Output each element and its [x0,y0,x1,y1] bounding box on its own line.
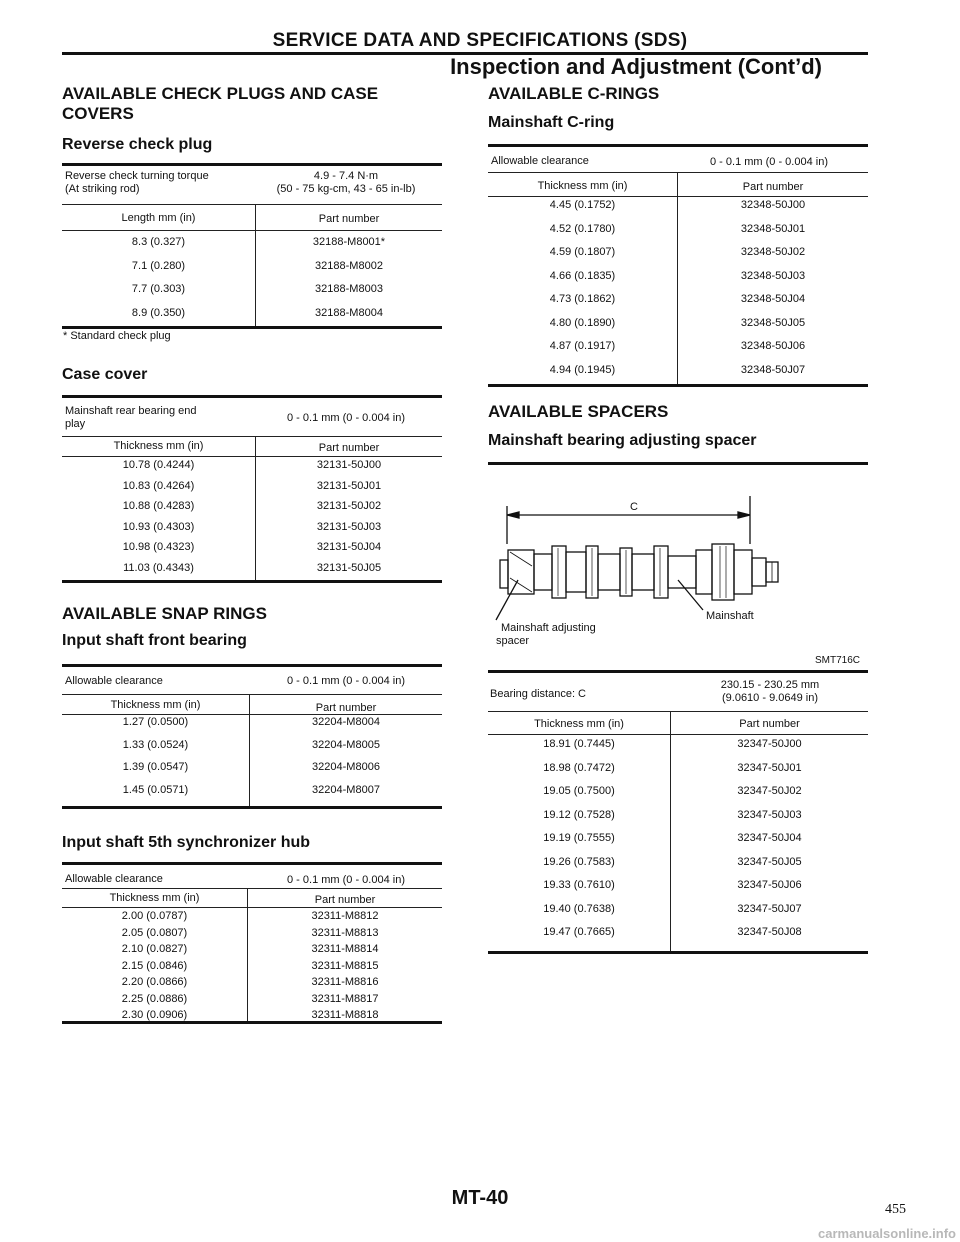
table-rule [62,694,442,695]
table-cell-part-number: 32348-50J03 [740,269,806,282]
shaft-journal [668,556,696,588]
table-cell-part-number: 32347-50J02 [737,785,802,797]
figure-code: SMT716C [814,655,860,666]
spec-value: 0 - 0.1 mm (0 - 0.004 in) [287,412,405,424]
table-cell-thickness: 19.33 (0.7610) [543,879,615,891]
spacer-title: Mainshaft bearing adjusting spacer [488,432,757,449]
table-rule [62,888,442,889]
table-cell-thickness: 2.00 (0.0787) [121,910,188,922]
table-cell-thickness: 8.9 (0.350) [131,306,186,319]
figure-label-spacer-1: Mainshaft adjusting [501,622,596,634]
table-rule [62,456,442,457]
page-code: MT-40 [451,1187,509,1209]
spec-value: 0 - 0.1 mm (0 - 0.004 in) [287,874,405,886]
table-rule [488,734,868,735]
table-cell-part-number: 32347-50J05 [737,855,802,868]
table-cell-part-number: 32131-50J02 [316,500,382,512]
table-cell-part-number: 32311-M8812 [311,910,379,922]
table-col-header: Thickness mm (in) [113,440,204,452]
adjusting-spacer-shape [508,550,534,594]
table-rule [62,230,442,231]
shaft-gear [632,554,654,590]
table-rule [62,907,442,908]
table-cell-part-number: 32348-50J02 [740,246,806,258]
table-cell-thickness: 4.52 (0.1780) [549,222,616,235]
table-cell-part-number: 32348-50J00 [740,199,806,211]
table-cell-part-number: 32188-M8002 [315,259,383,272]
table-top-rule [62,395,442,398]
table-cell-thickness: 4.94 (0.1945) [549,363,616,376]
table-cell-thickness: 2.05 (0.0807) [121,926,188,939]
spec-label-line: Mainshaft rear bearing end [65,405,197,417]
table-bottom-rule [62,806,442,809]
table-col-header: Thickness mm (in) [109,892,200,904]
table-cell-thickness: 8.3 (0.327) [131,236,186,248]
table-col-header: Part number [318,442,380,454]
table-cell-thickness: 10.83 (0.4264) [122,479,195,492]
table-col-header: Thickness mm (in) [537,180,628,192]
spec-value: 0 - 0.1 mm (0 - 0.004 in) [710,156,828,168]
page-header-title: SERVICE DATA AND SPECIFICATIONS (SDS) [272,30,688,51]
table-cell-part-number: 32131-50J05 [316,561,382,574]
table-cell-thickness: 1.33 (0.0524) [122,738,189,751]
figure-label-spacer-2: spacer [496,635,530,647]
shaft-step [752,558,766,586]
table-rule [62,436,442,437]
table-top-rule [62,862,442,865]
spec-value-line: (9.0610 - 9.0649 in) [721,692,818,704]
page-number: 455 [885,1202,906,1217]
spec-value-line: 230.15 - 230.25 mm [720,679,820,691]
table-col-header: Part number [314,894,376,906]
table-bottom-rule [488,951,868,954]
spec-value [672,679,868,705]
table-rule [488,196,868,197]
spec-label [65,405,196,431]
table-footnote: * Standard check plug [63,330,171,342]
table-cell-part-number: 32347-50J06 [737,879,802,891]
table-cell-part-number: 32188-M8001* [312,236,386,248]
table-bottom-rule [62,580,442,583]
leader-shaft [678,580,703,610]
table-cell-part-number: 32348-50J06 [740,340,806,352]
table-cell-thickness: 2.15 (0.0846) [121,959,188,972]
table-col-header: Part number [315,702,377,714]
snap-rings-heading: AVAILABLE SNAP RINGS [62,604,267,623]
shaft-gear [712,544,734,600]
shaft-end-left [500,560,508,588]
c-rings-heading: AVAILABLE C-RINGS [488,84,660,103]
table-bottom-rule [488,384,868,387]
mainshaft-c-ring-title: Mainshaft C-ring [488,114,615,131]
spec-label: Allowable clearance [65,675,163,687]
table-cell-part-number: 32188-M8004 [315,306,383,319]
input-5th-hub-title: Input shaft 5th synchronizer hub [62,834,311,851]
table-col-header: Thickness mm (in) [110,699,201,711]
table-cell-part-number: 32131-50J01 [316,479,382,492]
table-cell-thickness: 11.03 (0.4343) [123,561,194,574]
table-col-header: Part number [742,181,804,193]
spec-label-line: play [65,418,86,430]
table-cell-part-number: 32311-M8813 [311,926,379,939]
table-cell-part-number: 32348-50J04 [740,293,806,305]
table-cell-thickness: 2.20 (0.0866) [121,976,188,988]
spec-label [65,170,209,196]
arrow-right-icon [738,512,750,518]
table-cell-thickness: 10.78 (0.4244) [122,459,195,471]
table-cell-part-number: 32204-M8006 [312,761,380,773]
table-cell-part-number: 32347-50J07 [737,902,802,915]
table-cell-thickness: 4.80 (0.1890) [549,316,616,329]
table-cell-thickness: 19.12 (0.7528) [543,808,615,821]
table-top-rule [488,144,868,147]
spec-value [250,170,442,196]
table-cell-thickness: 2.25 (0.0886) [121,992,188,1005]
spec-label-line: (At striking rod) [65,183,140,195]
table-cell-part-number: 32311-M8814 [311,943,379,955]
spec-value-line: 4.9 - 7.4 N·m [313,170,379,182]
section-heading-line-1: AVAILABLE CHECK PLUGS AND CASE [62,84,379,103]
table-rule [62,204,442,205]
table-cell-part-number: 32347-50J00 [737,738,802,750]
dimension-label: C [630,501,638,513]
spec-label: Bearing distance: C [490,688,586,700]
table-col-header: Part number [739,718,800,730]
table-cell-thickness: 18.91 (0.7445) [543,738,615,750]
table-cell-part-number: 32348-50J07 [740,363,806,376]
table-cell-thickness: 4.45 (0.1752) [549,199,616,211]
spec-label-line: Reverse check turning torque [65,170,209,182]
table-cell-thickness: 19.47 (0.7665) [543,926,615,938]
table-cell-thickness: 4.59 (0.1807) [549,246,616,258]
reverse-check-plug-title: Reverse check plug [62,136,213,153]
spec-value-line: (50 - 75 kg-cm, 43 - 65 in-lb) [276,183,416,195]
table-cell-part-number: 32188-M8003 [315,283,383,295]
spacers-heading: AVAILABLE SPACERS [488,402,669,421]
table-cell-thickness: 19.40 (0.7638) [543,902,615,915]
table-cell-thickness: 18.98 (0.7472) [543,761,615,774]
shaft-gear [598,554,620,590]
input-front-bearing-title: Input shaft front bearing [62,632,247,649]
table-cell-part-number: 32347-50J01 [737,761,802,774]
shaft-gear [654,546,668,598]
table-cell-thickness: 2.30 (0.0906) [121,1009,188,1021]
table-cell-part-number: 32348-50J05 [740,316,806,329]
table-cell-part-number: 32131-50J03 [316,520,382,533]
table-rule [62,714,442,715]
table-cell-part-number: 32204-M8004 [312,716,380,728]
table-cell-thickness: 19.19 (0.7555) [543,832,615,844]
table-cell-thickness: 1.45 (0.0571) [122,783,189,796]
section-heading-check-plugs [62,84,378,124]
section-heading-line-2: COVERS [62,104,134,123]
spec-label: Allowable clearance [65,873,163,885]
table-cell-thickness: 1.39 (0.0547) [122,761,189,773]
table-cell-thickness: 7.7 (0.303) [131,283,186,295]
table-cell-thickness: 2.10 (0.0827) [121,943,188,955]
figure-label-mainshaft: Mainshaft [706,610,754,622]
table-rule [488,711,868,712]
shaft-gear [696,550,712,594]
shaft-gear [566,552,586,592]
table-bottom-rule [62,326,442,329]
table-cell-part-number: 32311-M8815 [311,959,379,972]
table-rule [488,172,868,173]
spec-value: 0 - 0.1 mm (0 - 0.004 in) [287,675,405,687]
arrow-left-icon [507,512,519,518]
case-cover-title: Case cover [62,366,148,383]
shaft-gear [552,546,566,598]
table-cell-thickness: 1.27 (0.0500) [122,716,189,728]
table-cell-thickness: 19.05 (0.7500) [543,785,615,797]
table-cell-part-number: 32311-M8816 [311,976,379,988]
table-cell-part-number: 32311-M8817 [311,992,379,1005]
table-cell-thickness: 4.73 (0.1862) [549,293,616,305]
spec-label: Allowable clearance [491,155,589,167]
mainshaft-figure [488,470,868,670]
table-col-header: Thickness mm (in) [534,718,624,730]
table-cell-thickness: 19.26 (0.7583) [543,855,615,868]
table-cell-thickness: 4.66 (0.1835) [549,269,616,282]
table-cell-part-number: 32204-M8007 [312,783,380,796]
table-cell-part-number: 32131-50J04 [316,541,382,553]
table-cell-part-number: 32347-50J08 [737,926,802,938]
shaft-bearing [734,550,752,594]
watermark: carmanualsonline.info [818,1226,956,1241]
table-cell-part-number: 32311-M8818 [311,1009,379,1021]
table-top-rule [62,163,442,166]
shaft-gear [534,554,552,590]
table-top-rule [488,462,868,465]
page-header-subtitle: Inspection and Adjustment (Cont’d) [450,54,822,79]
table-cell-part-number: 32347-50J04 [737,832,802,844]
table-cell-part-number: 32348-50J01 [740,222,806,235]
table-cell-thickness: 10.98 (0.4323) [122,541,195,553]
table-col-header: Part number [318,213,380,225]
table-cell-part-number: 32204-M8005 [312,738,380,751]
leader-spacer [496,580,518,620]
table-cell-thickness: 4.87 (0.1917) [549,340,616,352]
table-top-rule [62,664,442,667]
table-cell-thickness: 7.1 (0.280) [131,259,186,272]
table-cell-part-number: 32131-50J00 [316,459,382,471]
table-cell-part-number: 32347-50J03 [737,808,802,821]
table-cell-thickness: 10.88 (0.4283) [122,500,195,512]
table-top-rule [488,670,868,673]
table-bottom-rule [62,1021,442,1024]
table-cell-thickness: 10.93 (0.4303) [122,520,195,533]
table-col-header: Length mm (in) [121,212,196,224]
